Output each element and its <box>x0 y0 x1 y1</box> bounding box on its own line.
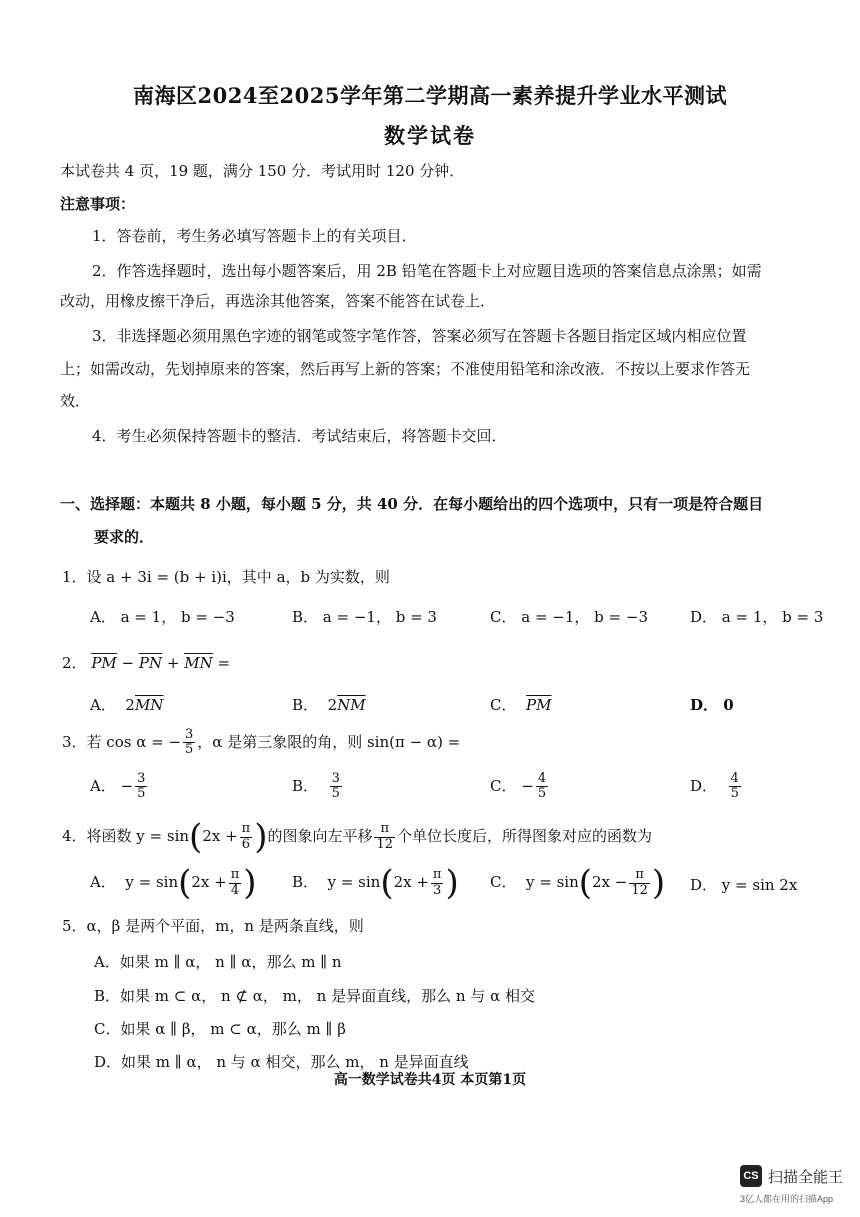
q3-option-b-fraction: $\frac{3}{5}$ <box>331 771 340 802</box>
q2-option-a-vector: $\overline{MN}$ <box>134 696 164 714</box>
q2-stem: 2． $\overline{PM} - \overline{PN} + \overline{MN}$ = <box>62 654 231 672</box>
q4-option-c-fraction: $\frac{\pi}{12}$ <box>631 867 648 898</box>
q5-option-a: A．如果 m ∥ α， n ∥ α，那么 m ∥ n <box>94 953 342 971</box>
q3-stem-pre: 3．若 cos α = − <box>62 732 182 751</box>
q3-fraction <box>183 728 195 758</box>
q3-option-b-label: B． <box>292 776 319 795</box>
q2-option-c <box>490 694 551 715</box>
q3-option-d-fraction: $\frac{4}{5}$ <box>730 771 739 802</box>
q4-option-d: D． y = sin 2x <box>690 876 798 894</box>
q2-option-a-label: A． <box>90 696 116 714</box>
q4-stem: 4．将函数 y = sin(2x + $\frac{\pi}{6}$ )的图象向左平移 $\frac{\pi}{12}$ 个单位长度后，所得图象对应的函数为 <box>62 817 653 857</box>
exam-subtitle: 数学试卷 <box>384 123 476 148</box>
notice-item-3-line-3: 效． <box>60 392 91 410</box>
q3-fraction-den: 5 <box>185 742 194 758</box>
section1-heading-line-1: 一、选择题：本题共 8 小题，每小题 5 分，共 40 分．在每小题给出的四个选项中，只有一项是符合题目 <box>60 495 764 513</box>
q2-vector-mn: $\overline{MN}$ <box>184 654 213 672</box>
q3-option-c <box>490 772 550 802</box>
q4-option-b-fraction: $\frac{\pi}{3}$ <box>432 867 442 898</box>
q2-option-a: A． $2\overline{MN}$ <box>90 696 164 714</box>
q2-option-d: D． 0 <box>690 696 734 714</box>
page-footer: 高一数学试卷共4页 本页第1页 <box>333 1072 527 1088</box>
section1-heading-line-2: 要求的． <box>94 528 155 546</box>
q1-stem: 1．设 a + 3i = (b + i)i，其中 a，b 为实数，则 <box>62 568 390 586</box>
exam-title: 南海区2024至2025学年第二学期高一素养提升学业水平测试 <box>133 83 727 108</box>
q4-option-c: C． y = sin(2x − $\frac{\pi}{12}$ ) <box>490 863 666 903</box>
q5-option-b: B．如果 m ⊂ α， n ⊄ α， m， n 是异面直线，那么 n 与 α 相交 <box>94 987 535 1005</box>
q2-option-b-label: B． <box>292 696 319 714</box>
q4-stem-post1: 的图象向左平移 <box>267 827 373 845</box>
q2-vector-pn: $\overline{PN}$ <box>138 654 163 672</box>
q5-stem: 5．α，β 是两个平面，m，n 是两条直线，则 <box>62 917 364 935</box>
notice-item-3-line-2: 上；如需改动，先划掉原来的答案，然后再写上新的答案；不准使用铅笔和涂改液．不按以上要求作答无 <box>60 360 751 378</box>
scanner-tagline: 3亿人都在用的扫描App <box>740 1194 834 1204</box>
q2-option-c-vector: $\overline{PM}$ <box>526 696 552 714</box>
q1-option-b: B． a = −1， b = 3 <box>292 608 437 626</box>
q2-option-c-label: C． <box>490 696 517 714</box>
q4-shift-fraction: $\frac{\pi}{12}$ <box>376 821 394 852</box>
intro-text: 本试卷共 4 页，19 题，满分 150 分．考试用时 120 分钟． <box>60 162 465 180</box>
q3-fraction-num: 3 <box>185 727 194 742</box>
q1-option-d: D． a = 1， b = 3 <box>690 608 824 626</box>
q4-stem-fraction: $\frac{\pi}{6}$ <box>241 821 251 852</box>
q4-option-b: B． y = sin(2x + $\frac{\pi}{3}$ ) <box>292 863 459 903</box>
q3-option-d-label: D． <box>690 776 718 795</box>
scanner-logo-icon: CS <box>740 1165 762 1187</box>
q4-option-a: A． y = sin(2x + $\frac{\pi}{4}$ ) <box>90 863 257 903</box>
q2-option-b: B． $2\overline{NM}$ <box>292 696 366 714</box>
notice-item-2-line-2: 改动，用橡皮擦干净后，再选涂其他答案，答案不能答在试卷上． <box>60 292 496 310</box>
q3-stem-mid: ，α 是第三象限的角，则 sin(π − α) = <box>197 732 461 751</box>
q3-option-a-fraction: $\frac{3}{5}$ <box>137 771 146 802</box>
q1-option-a: A． a = 1， b = −3 <box>90 608 235 626</box>
q4-stem-post2: 个单位长度后，所得图象对应的函数为 <box>397 827 653 845</box>
scanner-app-name: 扫描全能王 <box>768 1169 844 1186</box>
notice-item-3-line-1: 3．非选择题必须用黑色字迹的钢笔或签字笔作答，答案必须写在答题卡各题目指定区域内相应位置 <box>92 327 747 345</box>
notice-heading: 注意事项： <box>60 195 136 213</box>
notice-item-2-line-1: 2．作答选择题时，选出每小题答案后，用 2B 铅笔在答题卡上对应题目选项的答案信息点涂黑；如需 <box>92 262 762 280</box>
q2-vector-pm: $\overline{PM}$ <box>91 654 117 672</box>
q4-option-a-fraction: $\frac{\pi}{4}$ <box>230 867 240 898</box>
q4-stem-pre: 4．将函数 y = sin <box>62 827 190 845</box>
q3-option-d <box>690 772 743 802</box>
q2-option-b-vector: $\overline{NM}$ <box>337 696 366 714</box>
q3-option-a-label: A． − <box>90 776 134 795</box>
q5-option-d: D．如果 m ∥ α， n 与 α 相交，那么 m， n 是异面直线 <box>94 1053 469 1071</box>
q2-number: 2． <box>62 654 87 672</box>
q3-option-b <box>292 772 344 802</box>
q3-option-c-fraction: $\frac{4}{5}$ <box>537 771 547 802</box>
q3-stem <box>62 728 460 758</box>
q3-option-a <box>90 772 149 802</box>
notice-item-1: 1．答卷前，考生务必填写答题卡上的有关项目． <box>92 227 417 245</box>
q1-option-c: C． a = −1， b = −3 <box>490 608 648 626</box>
q5-option-c: C．如果 α ∥ β， m ⊂ α，那么 m ∥ β <box>94 1020 346 1038</box>
q3-option-c-label: C． − <box>490 776 534 795</box>
notice-item-4: 4．考生必须保持答题卡的整洁．考试结束后，将答题卡交回． <box>92 427 507 445</box>
